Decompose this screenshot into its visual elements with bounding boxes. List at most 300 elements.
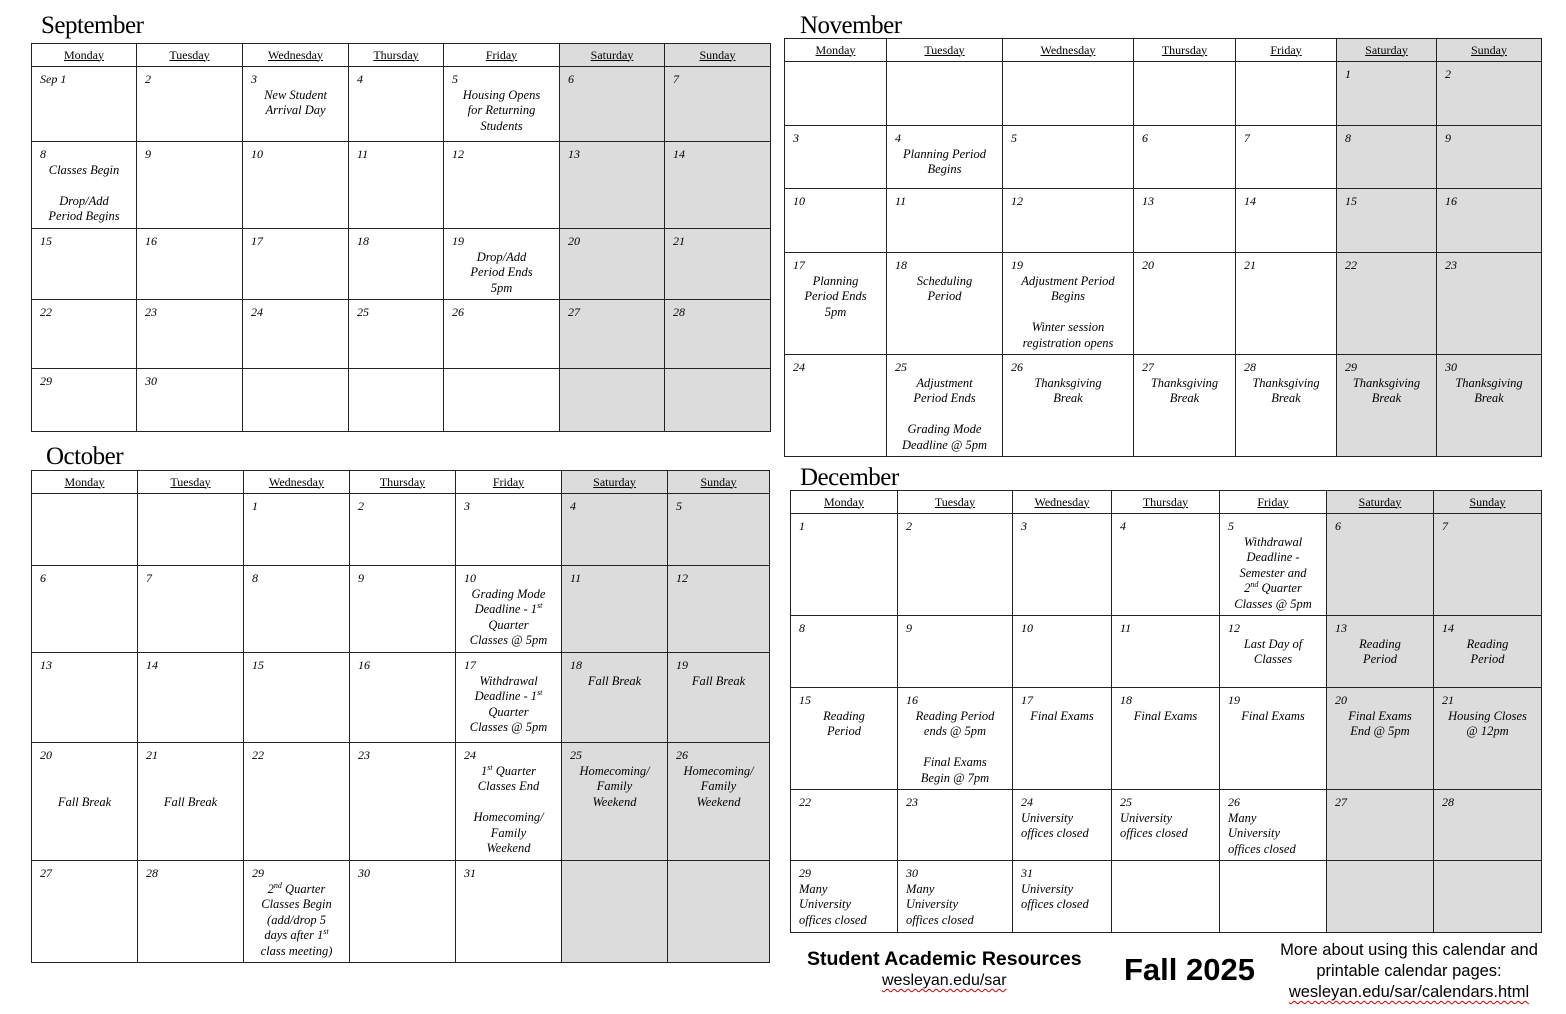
day-number: 6	[1142, 131, 1148, 145]
day-number: 30	[1445, 360, 1457, 374]
weekday-header-thursday: Thursday	[350, 471, 456, 494]
day-event: Planning Period Begins	[903, 146, 986, 176]
day-number	[1112, 861, 1219, 866]
day-cell	[456, 494, 562, 566]
weekday-header-wednesday: Wednesday	[1003, 39, 1134, 62]
day-cell	[1236, 189, 1337, 253]
day-number: 16	[906, 693, 918, 707]
day-cell	[1236, 253, 1337, 355]
day-cell	[1327, 861, 1434, 933]
day-cell	[1337, 189, 1437, 253]
day-cell	[243, 369, 349, 432]
day-event: Many University offices closed	[906, 881, 974, 927]
day-number: 13	[1335, 621, 1347, 635]
day-event: Thanksgiving Break	[1455, 375, 1523, 405]
day-number: 31	[464, 866, 476, 880]
day-number: 11	[570, 571, 582, 585]
calendars-url-link[interactable]: wesleyan.edu/sar/calendars.html	[1288, 983, 1530, 1001]
day-number: 13	[568, 147, 580, 161]
day-cell	[665, 67, 771, 142]
weekday-header-saturday: Saturday	[560, 44, 665, 67]
day-cell	[1112, 514, 1220, 616]
day-cell	[560, 67, 665, 142]
day-number: 16	[358, 658, 370, 672]
week-row	[785, 253, 1542, 355]
day-number: 18	[570, 658, 582, 672]
day-cell	[898, 688, 1013, 790]
day-cell	[1134, 355, 1236, 457]
day-cell	[887, 126, 1003, 189]
day-event: University offices closed	[1021, 881, 1089, 911]
day-number: 4	[895, 131, 901, 145]
weekday-header-wednesday: Wednesday	[1013, 491, 1112, 514]
day-number: 26	[452, 305, 464, 319]
day-cell	[349, 67, 444, 142]
day-cell	[456, 566, 562, 653]
day-cell	[456, 861, 562, 963]
week-row	[791, 861, 1542, 933]
day-number: 10	[793, 194, 805, 208]
day-number: 17	[793, 258, 805, 272]
day-number: 27	[40, 866, 52, 880]
day-cell	[560, 300, 665, 369]
month-title-september: September	[41, 12, 144, 39]
weekday-header-wednesday: Wednesday	[244, 471, 350, 494]
more-info-line2: printable calendar pages:	[1316, 962, 1502, 980]
day-event: 2nd Quarter Classes Begin (add/drop 5 days after 1st class meeting)	[260, 880, 333, 958]
day-number: 23	[1445, 258, 1457, 272]
day-cell	[32, 861, 138, 963]
weekday-header-thursday: Thursday	[1134, 39, 1236, 62]
day-cell	[350, 861, 456, 963]
day-cell	[785, 253, 887, 355]
day-number: 10	[251, 147, 263, 161]
week-row	[32, 743, 770, 861]
day-cell	[785, 62, 887, 126]
day-number: 9	[906, 621, 912, 635]
day-number: 14	[1244, 194, 1256, 208]
day-cell	[1327, 616, 1434, 688]
day-cell	[1337, 62, 1437, 126]
day-number: 5	[1228, 519, 1234, 533]
day-event: Reading Period	[1359, 636, 1401, 666]
day-cell	[1003, 355, 1134, 457]
weekday-header-monday: Monday	[32, 44, 137, 67]
day-number: 25	[357, 305, 369, 319]
day-cell	[668, 743, 770, 861]
day-number	[562, 861, 667, 866]
day-cell	[1337, 355, 1437, 457]
day-cell	[1437, 126, 1542, 189]
day-number: 13	[1142, 194, 1154, 208]
day-cell	[1112, 616, 1220, 688]
day-cell	[444, 229, 560, 300]
day-number: 12	[452, 147, 464, 161]
week-row	[785, 62, 1542, 126]
day-cell	[1337, 253, 1437, 355]
week-row	[32, 300, 771, 369]
day-number: 17	[251, 234, 263, 248]
day-number: 28	[1442, 795, 1454, 809]
day-cell	[898, 861, 1013, 933]
day-number: 22	[252, 748, 264, 762]
day-cell	[32, 67, 137, 142]
day-number: 27	[568, 305, 580, 319]
day-event: Final Exams	[1241, 708, 1305, 723]
day-event: University offices closed	[1021, 810, 1089, 840]
weekday-header-monday: Monday	[791, 491, 898, 514]
day-number: 2	[1445, 67, 1451, 81]
day-cell	[1220, 790, 1327, 861]
day-number	[665, 369, 770, 374]
day-number: 10	[1021, 621, 1033, 635]
weekday-header-tuesday: Tuesday	[887, 39, 1003, 62]
day-cell	[665, 142, 771, 229]
day-cell	[1434, 616, 1542, 688]
day-number: 31	[1021, 866, 1033, 880]
calendar-september	[31, 43, 771, 432]
day-event: Reading Period	[823, 708, 865, 738]
day-number: 27	[1335, 795, 1347, 809]
day-cell	[1437, 189, 1542, 253]
week-row	[32, 67, 771, 142]
day-cell	[560, 369, 665, 432]
day-cell	[1003, 189, 1134, 253]
day-cell	[1236, 62, 1337, 126]
day-number: 24	[793, 360, 805, 374]
day-cell	[668, 566, 770, 653]
day-cell	[32, 300, 137, 369]
week-row	[32, 861, 770, 963]
weekday-header-tuesday: Tuesday	[137, 44, 243, 67]
day-cell	[1220, 688, 1327, 790]
day-cell	[244, 861, 350, 963]
day-cell	[1134, 62, 1236, 126]
day-number: 1	[252, 499, 258, 513]
day-event: Homecoming/ Family Weekend	[683, 763, 754, 809]
day-cell	[138, 653, 244, 743]
week-row	[32, 653, 770, 743]
weekday-header-thursday: Thursday	[349, 44, 444, 67]
day-event: Final Exams End @ 5pm	[1348, 708, 1412, 738]
day-cell	[137, 142, 243, 229]
day-cell	[350, 743, 456, 861]
day-cell	[1220, 616, 1327, 688]
weekday-header-saturday: Saturday	[1327, 491, 1434, 514]
day-cell	[562, 653, 668, 743]
day-number	[785, 62, 886, 67]
day-number: 18	[357, 234, 369, 248]
day-number: 6	[1335, 519, 1341, 533]
day-number: 26	[1011, 360, 1023, 374]
day-number: 18	[1120, 693, 1132, 707]
day-cell	[244, 566, 350, 653]
day-cell	[1434, 688, 1542, 790]
day-cell	[785, 355, 887, 457]
day-number	[887, 62, 1002, 67]
day-number: 17	[464, 658, 476, 672]
day-event: Planning Period Ends 5pm	[804, 273, 867, 319]
day-event: Thanksgiving Break	[1252, 375, 1320, 405]
day-cell	[1236, 355, 1337, 457]
week-row	[32, 494, 770, 566]
day-number: 8	[40, 147, 46, 161]
day-number: 3	[1021, 519, 1027, 533]
day-cell	[668, 494, 770, 566]
day-cell	[137, 369, 243, 432]
day-cell	[138, 566, 244, 653]
month-title-october: October	[46, 443, 124, 470]
day-cell	[137, 229, 243, 300]
day-cell	[243, 229, 349, 300]
day-number: 27	[1142, 360, 1154, 374]
day-number: 24	[251, 305, 263, 319]
day-number	[1236, 62, 1336, 67]
day-number: 20	[568, 234, 580, 248]
day-cell	[1434, 861, 1542, 933]
day-cell	[138, 861, 244, 963]
day-cell	[562, 494, 668, 566]
day-cell	[456, 653, 562, 743]
day-event: Thanksgiving Break	[1352, 375, 1421, 405]
weekday-header-friday: Friday	[444, 44, 560, 67]
weekday-header-monday: Monday	[32, 471, 138, 494]
day-cell	[350, 566, 456, 653]
day-cell	[444, 67, 560, 142]
day-cell	[1013, 861, 1112, 933]
day-cell	[1437, 253, 1542, 355]
day-number: 15	[252, 658, 264, 672]
day-cell	[1112, 790, 1220, 861]
day-cell	[785, 126, 887, 189]
day-event: 1st Quarter Classes End Homecoming/ Family Weekend	[473, 762, 544, 855]
day-cell	[898, 616, 1013, 688]
day-number: 25	[1120, 795, 1132, 809]
day-cell	[1236, 126, 1337, 189]
day-cell	[791, 861, 898, 933]
day-event: Many University offices closed	[799, 881, 867, 927]
day-cell	[243, 67, 349, 142]
day-number: 16	[145, 234, 157, 248]
day-cell	[32, 229, 137, 300]
day-cell	[444, 369, 560, 432]
day-number: 17	[1021, 693, 1033, 707]
day-cell	[350, 653, 456, 743]
day-number	[1220, 861, 1326, 866]
day-event: Thanksgiving Break	[1034, 375, 1102, 405]
day-cell	[244, 494, 350, 566]
week-row	[791, 514, 1542, 616]
more-info-block	[1264, 940, 1554, 1003]
day-event: Drop/Add Period Ends 5pm	[470, 249, 533, 295]
day-number: 20	[40, 748, 52, 762]
day-cell	[887, 253, 1003, 355]
day-number: 19	[676, 658, 688, 672]
day-number: 4	[357, 72, 363, 86]
day-number: 12	[676, 571, 688, 585]
day-number: 8	[799, 621, 805, 635]
day-number: 11	[895, 194, 907, 208]
day-number: 19	[1011, 258, 1023, 272]
day-event: Withdrawal Deadline - Semester and 2nd Quarter Classes @ 5pm	[1234, 534, 1312, 611]
day-cell	[349, 369, 444, 432]
day-cell	[1327, 688, 1434, 790]
day-event: Withdrawal Deadline - 1st Quarter Classes @ 5pm	[469, 673, 548, 734]
weekday-header-friday: Friday	[1236, 39, 1337, 62]
month-title-december: December	[800, 464, 899, 491]
day-number: 28	[146, 866, 158, 880]
day-cell	[349, 142, 444, 229]
day-number: 3	[251, 72, 257, 86]
day-number: 4	[570, 499, 576, 513]
day-cell	[349, 300, 444, 369]
day-number: 7	[1442, 519, 1448, 533]
day-number: 23	[358, 748, 370, 762]
day-number: 25	[895, 360, 907, 374]
day-number	[1327, 861, 1433, 866]
day-cell	[665, 300, 771, 369]
day-number: 13	[40, 658, 52, 672]
day-number: 21	[1442, 693, 1454, 707]
day-number: 5	[452, 72, 458, 86]
day-number: 20	[1335, 693, 1347, 707]
day-number: 21	[146, 748, 158, 762]
day-number: 22	[40, 305, 52, 319]
day-event: Many University offices closed	[1228, 810, 1296, 856]
day-cell	[1327, 790, 1434, 861]
day-number: Sep 1	[40, 72, 67, 86]
day-number: 4	[1120, 519, 1126, 533]
day-number: 28	[1244, 360, 1256, 374]
term-title: Fall 2025	[1124, 952, 1255, 987]
weekday-header-sunday: Sunday	[1437, 39, 1542, 62]
day-cell	[887, 62, 1003, 126]
day-cell	[562, 743, 668, 861]
day-cell	[1003, 253, 1134, 355]
day-number: 14	[146, 658, 158, 672]
day-event: Adjustment Period Begins Winter session registration opens	[1021, 273, 1115, 350]
day-number: 7	[1244, 131, 1250, 145]
more-info-line1: More about using this calendar and	[1280, 941, 1538, 959]
day-number: 29	[40, 374, 52, 388]
day-cell	[244, 743, 350, 861]
org-url-link[interactable]: wesleyan.edu/sar	[882, 972, 1007, 989]
day-number: 22	[1345, 258, 1357, 272]
day-number: 19	[1228, 693, 1240, 707]
day-event: Last Day of Classes	[1243, 636, 1303, 666]
day-number: 30	[358, 866, 370, 880]
day-cell	[1337, 126, 1437, 189]
day-cell	[137, 300, 243, 369]
day-number: 8	[1345, 131, 1351, 145]
day-number: 15	[799, 693, 811, 707]
day-number: 6	[568, 72, 574, 86]
day-cell	[560, 142, 665, 229]
day-event: Fall Break	[587, 673, 642, 688]
day-number: 14	[1442, 621, 1454, 635]
weekday-header-sunday: Sunday	[668, 471, 770, 494]
day-number: 12	[1228, 621, 1240, 635]
day-cell	[898, 790, 1013, 861]
day-cell	[1013, 616, 1112, 688]
day-cell	[668, 861, 770, 963]
day-cell	[1134, 189, 1236, 253]
day-cell	[444, 300, 560, 369]
day-event: Fall Break	[57, 794, 112, 809]
day-event: Adjustment Period Ends Grading Mode Deadline @ 5pm	[901, 375, 988, 452]
day-event: Thanksgiving Break	[1150, 375, 1219, 405]
day-event: New Student Arrival Day	[264, 87, 327, 117]
day-number: 14	[673, 147, 685, 161]
day-number: 26	[1228, 795, 1240, 809]
day-number: 3	[464, 499, 470, 513]
day-number: 20	[1142, 258, 1154, 272]
week-row	[785, 126, 1542, 189]
day-number: 2	[906, 519, 912, 533]
day-number	[243, 369, 348, 374]
day-cell	[244, 653, 350, 743]
day-event: Housing Opens for Returning Students	[462, 87, 541, 133]
day-number	[1134, 62, 1235, 67]
weekday-header-monday: Monday	[785, 39, 887, 62]
day-cell	[898, 514, 1013, 616]
day-cell	[791, 688, 898, 790]
day-cell	[562, 861, 668, 963]
day-number: 18	[895, 258, 907, 272]
month-title-november: November	[800, 12, 902, 39]
weekday-header-friday: Friday	[456, 471, 562, 494]
day-number: 21	[673, 234, 685, 248]
day-number: 23	[906, 795, 918, 809]
day-event: Final Exams	[1133, 708, 1198, 723]
day-number	[32, 494, 137, 499]
day-number: 15	[1345, 194, 1357, 208]
day-event: University offices closed	[1120, 810, 1188, 840]
day-number	[560, 369, 664, 374]
day-cell	[32, 494, 138, 566]
day-number: 24	[464, 748, 476, 762]
day-number: 21	[1244, 258, 1256, 272]
day-number: 25	[570, 748, 582, 762]
day-cell	[137, 67, 243, 142]
org-name: Student Academic Resources	[807, 948, 1082, 970]
weekday-header-thursday: Thursday	[1112, 491, 1220, 514]
day-event: Homecoming/ Family Weekend	[579, 763, 650, 809]
day-number: 9	[1445, 131, 1451, 145]
day-number: 9	[358, 571, 364, 585]
day-number	[138, 494, 243, 499]
day-cell	[1013, 790, 1112, 861]
day-cell	[1220, 861, 1327, 933]
week-row	[785, 189, 1542, 253]
day-number	[668, 861, 769, 866]
day-number: 28	[673, 305, 685, 319]
weekday-header-sunday: Sunday	[1434, 491, 1542, 514]
day-number	[444, 369, 559, 374]
day-cell	[1134, 126, 1236, 189]
day-event: Reading Period	[1466, 636, 1509, 666]
day-cell	[138, 494, 244, 566]
day-cell	[1013, 688, 1112, 790]
day-cell	[1134, 253, 1236, 355]
day-cell	[138, 743, 244, 861]
day-number: 7	[146, 571, 152, 585]
day-cell	[444, 142, 560, 229]
day-number: 29	[252, 866, 264, 880]
day-number: 30	[145, 374, 157, 388]
day-cell	[791, 790, 898, 861]
day-cell	[1003, 62, 1134, 126]
